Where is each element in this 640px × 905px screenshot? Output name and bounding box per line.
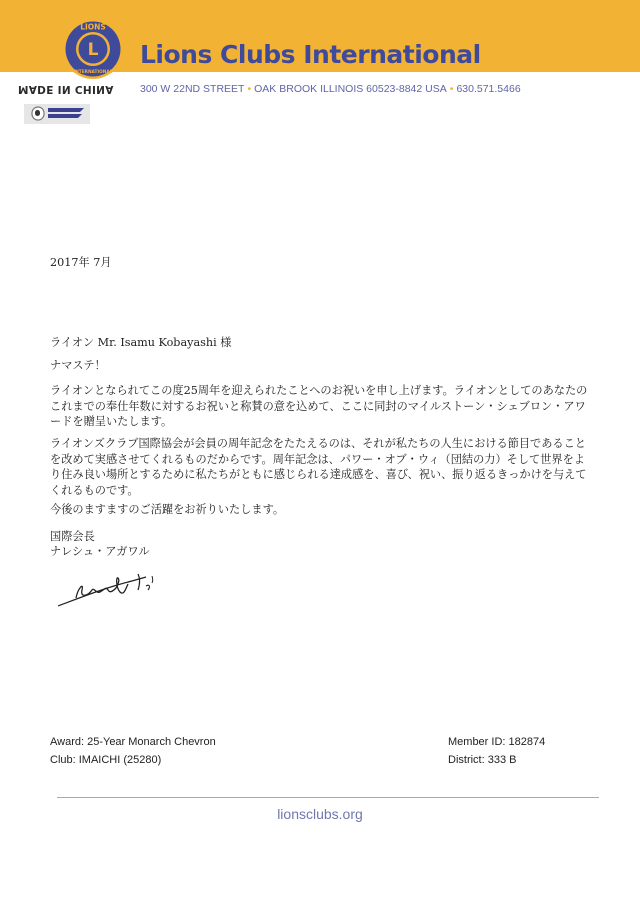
letterhead-address xyxy=(140,83,521,95)
address-phone: 630.571.5466 xyxy=(456,83,521,95)
award-label: Award: 25-Year Monarch Chevron xyxy=(50,736,216,748)
handwritten-signature xyxy=(54,568,164,618)
salutation: ライオン Mr. Isamu Kobayashi 様 xyxy=(50,336,232,349)
address-city: OAK BROOK ILLINOIS 60523-8842 USA xyxy=(254,83,447,95)
address-street: 300 W 22ND STREET xyxy=(140,83,245,95)
footer-divider xyxy=(57,797,599,798)
logo-text-top: LIONS xyxy=(80,22,106,32)
logo-letter: L xyxy=(87,40,99,60)
greeting: ナマステ！ xyxy=(50,359,106,372)
separator-dot: • xyxy=(449,83,454,95)
logo-text-bottom: INTERNATIONAL xyxy=(73,70,113,75)
club-label: Club: IMAICHI (25280) xyxy=(50,754,162,766)
paragraph-closing: 今後のますますのご活躍をお祈りいたします。 xyxy=(50,503,285,516)
made-in-china-sticker xyxy=(14,83,114,131)
website-link[interactable]: lionsclubs.org xyxy=(277,806,363,822)
letter-date: 2017年 7月 xyxy=(50,256,112,269)
signer-name: ナレシュ・アガワル xyxy=(50,545,150,558)
signer-title: 国際会長 xyxy=(50,530,95,543)
lions-logo xyxy=(62,18,124,80)
paragraph-anniversary: ライオンズクラブ国際協会が会員の周年記念をたたえるのは、それが私たちの人生における節目であることを改めて実感させてくれるものだからです。周年記念は、パワー・オブ・ウィ（団結の力）そして世界をより住み良い場所とするために私たちがともに感じられる達成感を、喜び、祝い、振り返るきっかけを与えてくれるものです。 xyxy=(50,437,587,497)
sticker-label: MADE IN CHINA xyxy=(18,83,114,95)
chevron-pin-icon xyxy=(24,99,90,129)
paragraph-congratulations: ライオンとなられてこの度25周年を迎えられたことへのお祝いを申し上げます。ライオンとしてのあなたのこれまでの奉仕年数に対するお祝いと称賛の意を込めて、ここに同封のマイルストーン・シェブロン・アワードを贈呈いたします。 xyxy=(50,384,588,428)
member-id-label: Member ID: 182874 xyxy=(448,736,546,748)
separator-dot: • xyxy=(247,83,252,95)
district-label: District: 333 B xyxy=(448,754,517,766)
organization-name: Lions Clubs International xyxy=(140,40,481,69)
